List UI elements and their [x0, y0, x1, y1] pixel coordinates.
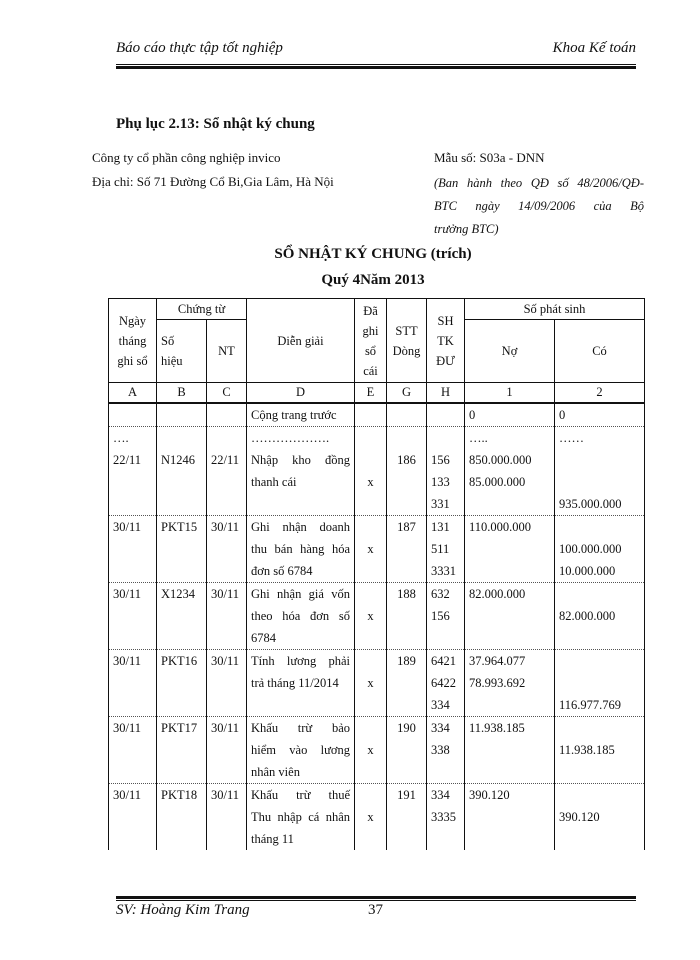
entry-line-no: 190: [387, 717, 427, 784]
entry-desc-line: đơn số 6784: [251, 564, 313, 578]
form-note-line: (Ban hành theo QĐ số 48/2006/QĐ-: [434, 176, 644, 190]
entry-accounts: [427, 516, 465, 583]
entry-credit: 82.000.000: [559, 609, 616, 623]
entry-line-no: 189: [387, 650, 427, 717]
header-rule-thin: [116, 64, 636, 65]
entry-debit: 11.938.185: [469, 721, 525, 735]
entry-accounts: [427, 449, 465, 516]
carry-forward-row: [109, 403, 645, 427]
journal-entry-row: [109, 583, 645, 650]
header-desc: Diễn giải: [247, 299, 355, 383]
entry-voucher-date: 30/11: [207, 583, 247, 650]
entry-credit: [559, 449, 640, 471]
entry-voucher-date: 30/11: [207, 650, 247, 717]
entry-debits: [465, 784, 555, 851]
entry-debit: [469, 761, 550, 783]
entry-desc-line: Ghi nhận giá vốn: [251, 587, 350, 601]
entry-accounts: [427, 650, 465, 717]
entry-posted: x: [355, 784, 387, 851]
entry-desc-line: 6784: [251, 631, 276, 645]
entry-desc-line: hiểm vào lương: [251, 743, 350, 757]
entry-date: 30/11: [109, 516, 157, 583]
entry-desc-line: Thu nhập cá nhân: [251, 810, 350, 824]
entry-posted: x: [355, 449, 387, 516]
header-date: Ngày tháng ghi sổ: [109, 299, 157, 383]
entry-debit: [469, 739, 550, 761]
entry-date: 30/11: [109, 650, 157, 717]
entry-account: 3335: [431, 810, 456, 824]
entry-desc-line: nhân viên: [251, 765, 300, 779]
journal-table: [108, 298, 645, 850]
column-letters-row: A B C D E G H 1 2: [109, 383, 645, 404]
form-note-line: BTC ngày 14/09/2006 của Bộ: [434, 199, 644, 213]
header-rule-thick: [116, 66, 636, 69]
header-credit: Có: [555, 320, 645, 383]
entry-credit: 116.977.769: [559, 698, 622, 712]
header-account: SH TK ĐƯ: [427, 299, 465, 383]
entry-debit: 78.993.692: [469, 676, 526, 690]
entry-voucher-no: X1234: [157, 583, 207, 650]
page-header: [116, 40, 636, 62]
header-faculty: Khoa Kế toán: [552, 40, 636, 56]
entry-account: 338: [431, 743, 450, 757]
entry-description: [247, 717, 355, 784]
entry-credit: 390.120: [559, 810, 600, 824]
entry-credit: [559, 761, 640, 783]
entry-account: 632: [431, 587, 450, 601]
entry-date: 30/11: [109, 784, 157, 851]
entry-desc-line: Khấu trừ thuế: [251, 788, 350, 802]
entry-debit: [469, 806, 550, 828]
entry-description: [247, 583, 355, 650]
entry-debits: [465, 583, 555, 650]
entry-debits: [465, 717, 555, 784]
carry-credit: 0: [555, 403, 645, 427]
entry-debit: [469, 828, 550, 850]
entry-voucher-date: 22/11: [207, 449, 247, 516]
entry-description: [247, 650, 355, 717]
entry-debit: [469, 605, 550, 627]
entry-description: [247, 449, 355, 516]
entry-voucher-no: PKT16: [157, 650, 207, 717]
entry-account: [431, 828, 460, 850]
journal-entry-row: [109, 784, 645, 851]
entry-debits: [465, 449, 555, 516]
carry-desc: Cộng trang trước: [247, 403, 355, 427]
header-voucher-no: Số hiệu: [157, 320, 207, 383]
header-report-title: Báo cáo thực tập tốt nghiệp: [116, 40, 283, 56]
entry-account: 133: [431, 475, 450, 489]
company-name: Công ty cổ phần công nghiệp invico: [92, 150, 281, 165]
entry-account: 334: [431, 698, 450, 712]
entry-account: 334: [431, 721, 450, 735]
entry-debit: 85.000.000: [469, 475, 526, 489]
entry-voucher-no: N1246: [157, 449, 207, 516]
entry-desc-line: thanh cái: [251, 475, 297, 489]
entry-voucher-no: PKT15: [157, 516, 207, 583]
book-title: SỔ NHẬT KÝ CHUNG (trích): [274, 246, 472, 262]
entry-desc-line: Khấu trừ bảo: [251, 721, 350, 735]
entry-credits: [555, 449, 645, 516]
entry-description: [247, 784, 355, 851]
carry-debit: 0: [465, 403, 555, 427]
header-voucher: Chứng từ: [157, 299, 247, 320]
entry-line-no: 188: [387, 583, 427, 650]
entry-posted: x: [355, 516, 387, 583]
journal-entry-row: [109, 449, 645, 516]
entry-debit: [469, 560, 550, 582]
entry-credits: [555, 784, 645, 851]
entry-credit: [559, 717, 640, 739]
entry-account: 334: [431, 788, 450, 802]
entry-accounts: [427, 717, 465, 784]
entry-credit: 10.000.000: [559, 564, 616, 578]
entry-desc-line: trả tháng 11/2014: [251, 676, 339, 690]
entry-line-no: 191: [387, 784, 427, 851]
entry-debits: [465, 650, 555, 717]
entry-credit: [559, 471, 640, 493]
entry-credit: [559, 516, 640, 538]
entry-credit: [559, 650, 640, 672]
entry-debit: 850.000.000: [469, 453, 532, 467]
appendix-title: Phụ lục 2.13: Sổ nhật ký chung: [116, 116, 315, 132]
entry-account: 3331: [431, 564, 456, 578]
entry-account: [431, 627, 460, 649]
entry-voucher-date: 30/11: [207, 516, 247, 583]
entry-voucher-date: 30/11: [207, 784, 247, 851]
entry-desc-line: theo hóa đơn số: [251, 609, 350, 623]
entry-account: 156: [431, 453, 450, 467]
entry-account: 511: [431, 542, 450, 556]
entry-credit: [559, 672, 640, 694]
entry-accounts: [427, 784, 465, 851]
entry-desc-line: tháng 11: [251, 832, 294, 846]
journal-entry-row: [109, 650, 645, 717]
entry-debit: 110.000.000: [469, 520, 532, 534]
entry-debit: [469, 694, 550, 716]
entry-desc-line: [251, 694, 350, 716]
entry-description: [247, 516, 355, 583]
entry-voucher-no: PKT17: [157, 717, 207, 784]
entry-line-no: 186: [387, 449, 427, 516]
entry-account: [431, 761, 460, 783]
entry-credits: [555, 717, 645, 784]
entry-date: 30/11: [109, 583, 157, 650]
entry-posted: x: [355, 650, 387, 717]
form-code: Mẫu số: S03a - DNN: [434, 150, 545, 165]
entry-voucher-no: PKT18: [157, 784, 207, 851]
footer-rule-thin: [116, 900, 636, 901]
entry-credits: [555, 650, 645, 717]
entry-date: 30/11: [109, 717, 157, 784]
header-voucher-date: NT: [207, 320, 247, 383]
page-number: 37: [368, 902, 383, 918]
entry-account: 131: [431, 520, 450, 534]
header-amount: Số phát sinh: [465, 299, 645, 320]
entry-credit: 11.938.185: [559, 743, 615, 757]
entry-debit: [469, 538, 550, 560]
entry-credit: [559, 828, 640, 850]
entry-voucher-date: 30/11: [207, 717, 247, 784]
entry-debit: 82.000.000: [469, 587, 526, 601]
header-posted: Đã ghi sổ cái: [355, 299, 387, 383]
footer-rule-thick: [116, 896, 636, 899]
entry-credit: [559, 784, 640, 806]
entry-credit: 935.000.000: [559, 497, 622, 511]
entry-desc-line: Tính lương phải: [251, 654, 350, 668]
header-line-no: STT Dòng: [387, 299, 427, 383]
entry-account: 331: [431, 497, 450, 511]
entry-line-no: 187: [387, 516, 427, 583]
header-debit: Nợ: [465, 320, 555, 383]
ellipsis-row: …. ………………. ….. ……: [109, 427, 645, 450]
entry-desc-line: Nhập kho đồng: [251, 453, 350, 467]
entry-credit: [559, 627, 640, 649]
entry-credit: [559, 583, 640, 605]
entry-debit: 390.120: [469, 788, 510, 802]
entry-credits: [555, 583, 645, 650]
entry-desc-line: Ghi nhận doanh: [251, 520, 350, 534]
entry-debits: [465, 516, 555, 583]
entry-posted: x: [355, 717, 387, 784]
entry-date: 22/11: [109, 449, 157, 516]
journal-entry-row: [109, 516, 645, 583]
form-note: [434, 172, 644, 241]
entry-accounts: [427, 583, 465, 650]
entry-account: 6422: [431, 676, 456, 690]
entry-debit: [469, 627, 550, 649]
entry-posted: x: [355, 583, 387, 650]
entry-credits: [555, 516, 645, 583]
student-name: SV: Hoàng Kim Trang: [116, 902, 250, 918]
entry-account: 6421: [431, 654, 456, 668]
entry-account: 156: [431, 609, 450, 623]
period-title: Quý 4Năm 2013: [321, 272, 425, 288]
company-address: Địa chỉ: Số 71 Đường Cổ Bi,Gia Lâm, Hà Nội: [92, 174, 334, 189]
entry-debit: [469, 493, 550, 515]
entry-desc-line: thu bán hàng hóa: [251, 542, 350, 556]
entry-debit: 37.964.077: [469, 654, 526, 668]
entry-credit: 100.000.000: [559, 542, 622, 556]
form-note-line: trưởng BTC): [434, 222, 499, 236]
journal-entry-row: [109, 717, 645, 784]
